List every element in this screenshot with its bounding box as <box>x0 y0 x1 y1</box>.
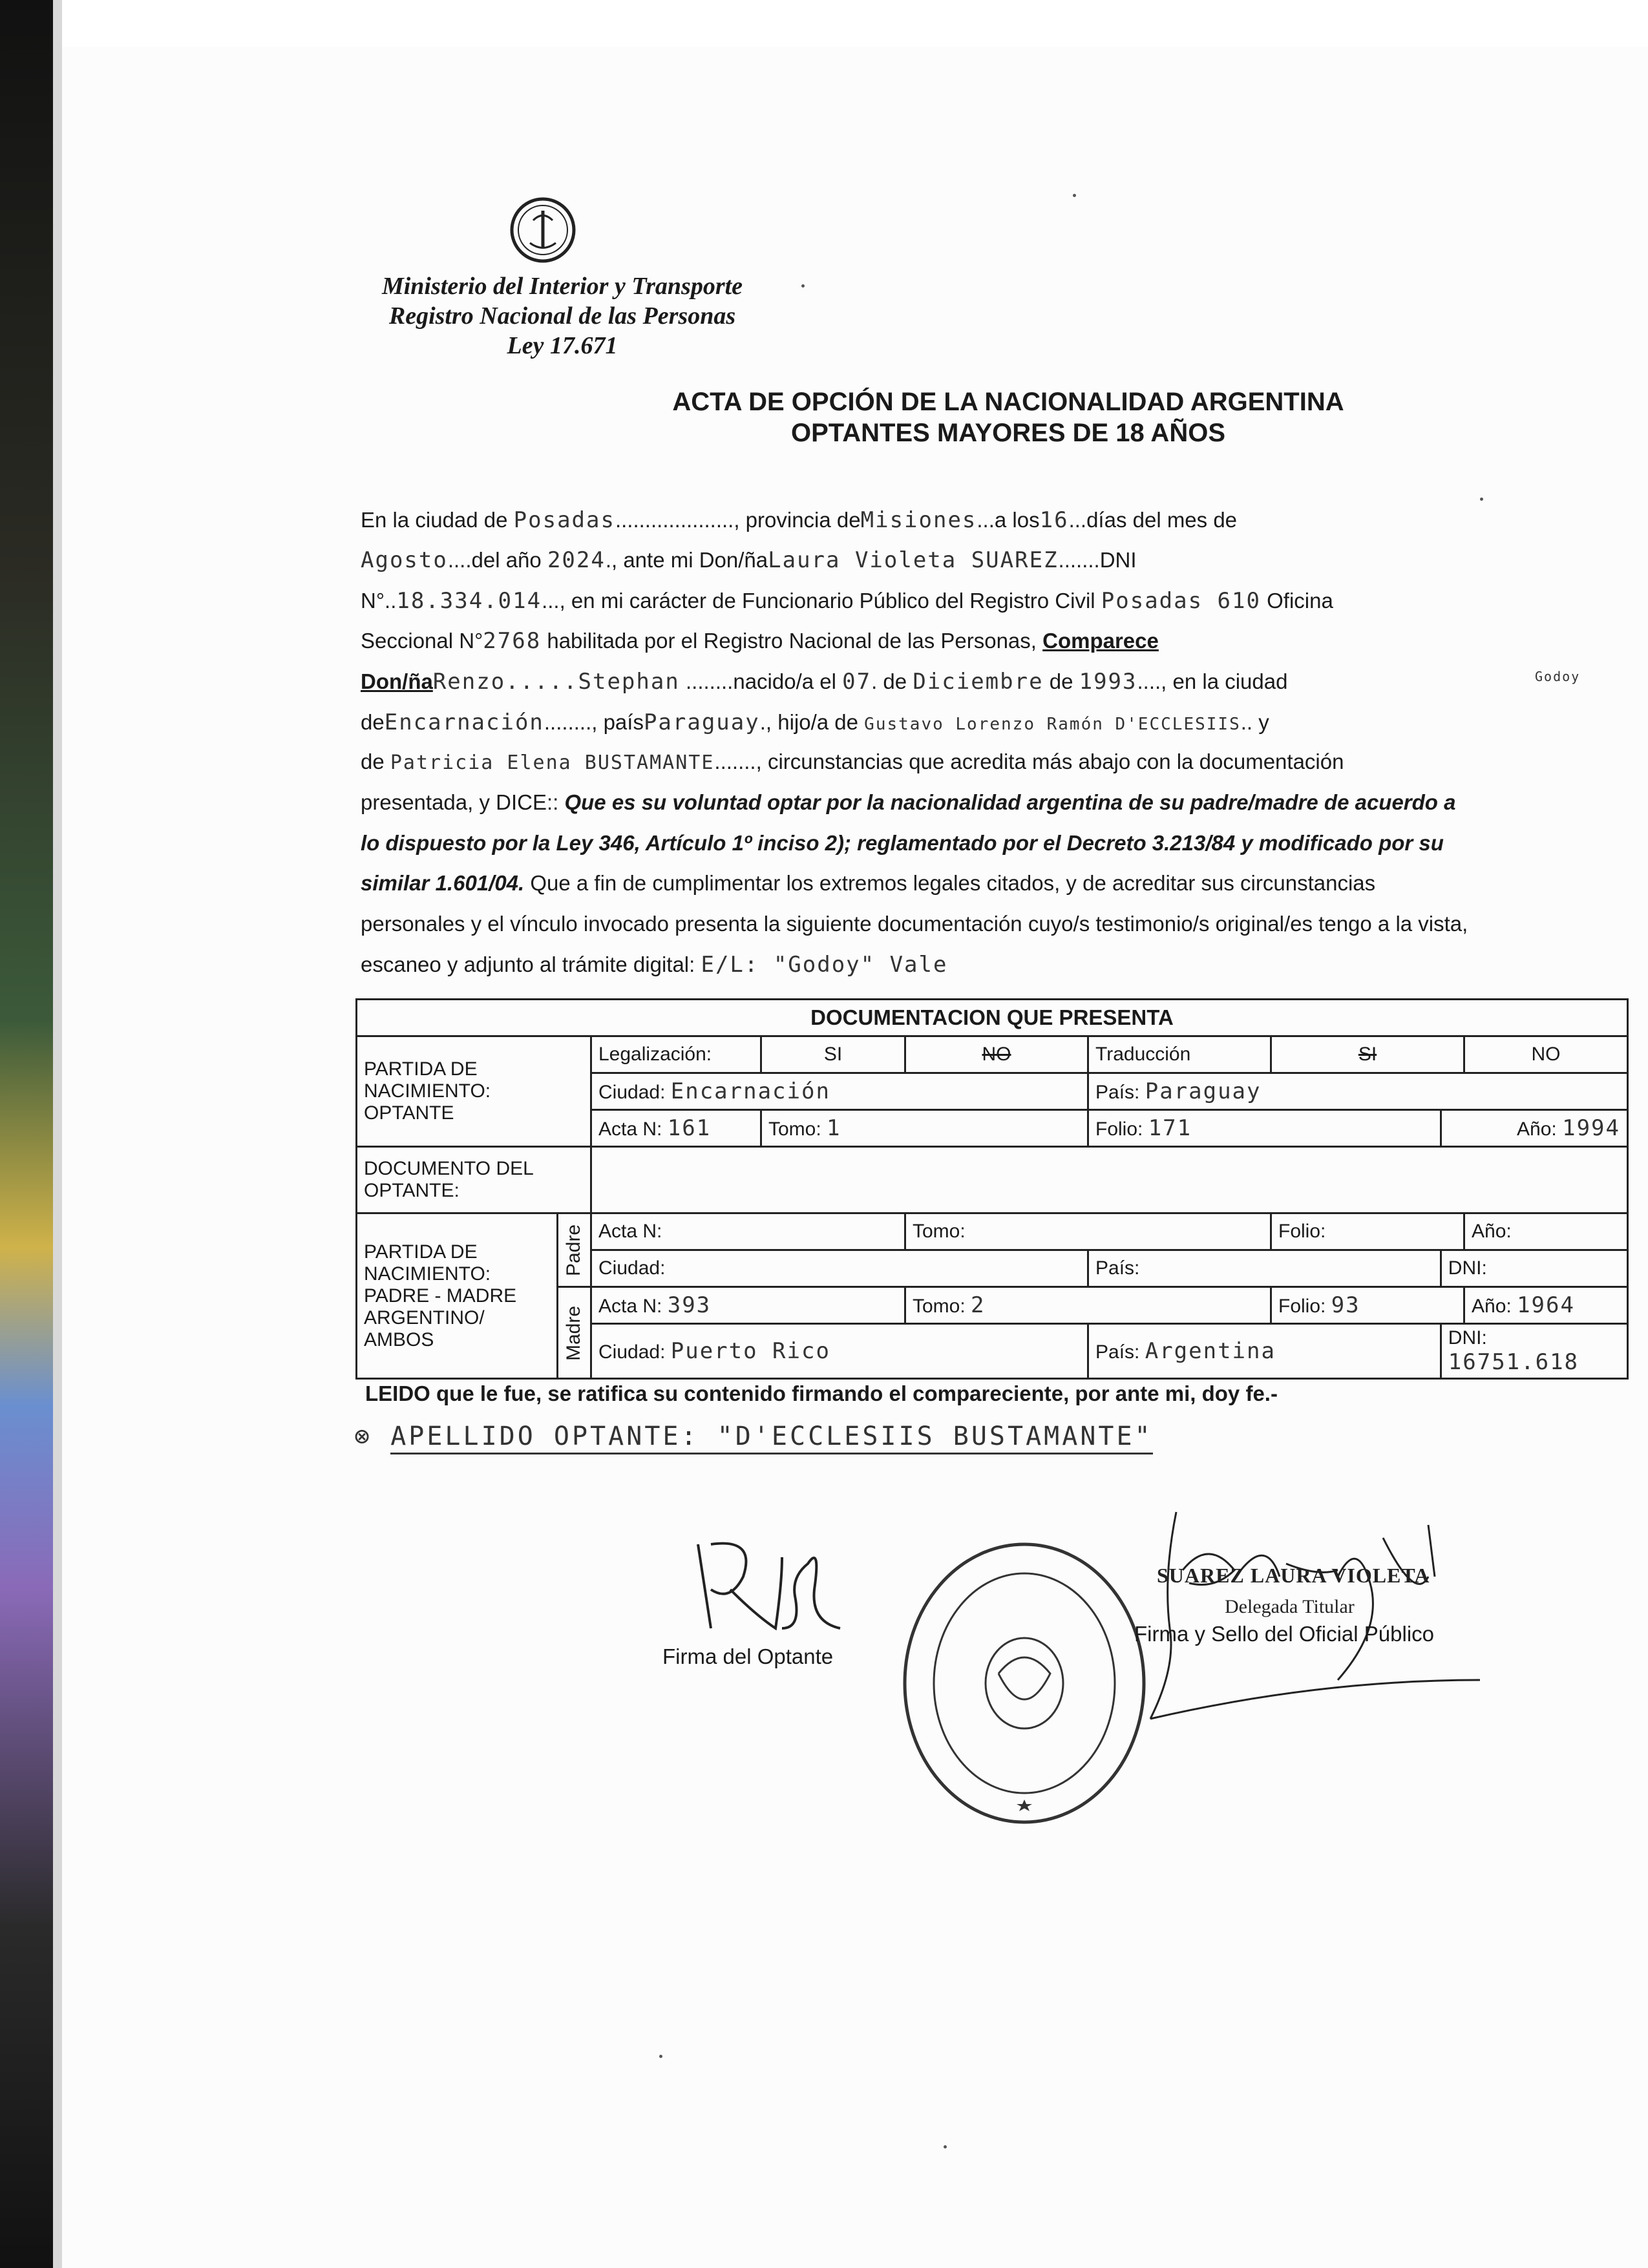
surname-value: "D'ECCLESIIS BUSTAMANTE" <box>717 1422 1153 1454</box>
body-line-3: N°..18.334.014..., en mi carácter de Funcionario Público del Registro Civil Posadas 610 Oficina <box>361 588 1333 614</box>
body-line-7: de Patricia Elena BUSTAMANTE......., circunstancias que acredita más abajo con la documentación <box>361 750 1344 774</box>
body-line-11: personales y el vínculo invocado presenta la siguiente documentación cuyo/s testimonio/s original/es tengo a la vista, <box>361 912 1468 936</box>
mother-name-field: Patricia Elena BUSTAMANTE <box>390 751 715 774</box>
body-line-4: Seccional N°2768 habilitada por el Registro Nacional de las Personas, Comparece <box>361 628 1159 654</box>
madre-folio-value: 93 <box>1331 1292 1360 1318</box>
documentation-table <box>355 998 1629 1380</box>
anio-cell: Año: 1994 <box>1441 1110 1627 1147</box>
ministry-name: Ministerio del Interior y Transporte <box>381 273 743 300</box>
scanner-edge-shadow <box>53 0 62 2268</box>
padre-folio-cell: Folio: <box>1271 1213 1464 1250</box>
scan-speck <box>659 2055 662 2058</box>
madre-pais-cell: País: Argentina <box>1088 1324 1441 1379</box>
law-number: Ley 17.671 <box>507 332 618 359</box>
office-field: Posadas 610 <box>1101 588 1261 614</box>
traduccion-label: Traducción <box>1088 1036 1271 1073</box>
title-line-1: ACTA DE OPCIÓN DE LA NACIONALIDAD ARGENTINA <box>672 388 1344 416</box>
madre-dni-value: 16751.618 <box>1448 1349 1579 1375</box>
circled-x-icon: ⊗ <box>354 1422 373 1451</box>
documento-optante-value <box>591 1147 1628 1213</box>
madre-label: Madre <box>557 1287 591 1379</box>
body-line-1: En la ciudad de Posadas...................., provincia deMisiones...a los16...días del mes de <box>361 507 1238 533</box>
legalizacion-si: SI <box>761 1036 905 1073</box>
madre-folio-cell: Folio: 93 <box>1271 1287 1464 1324</box>
ciudad-value: Encarnación <box>670 1078 830 1104</box>
partida-padres-label: PARTIDA DE NACIMIENTO: PADRE - MADRE ARGENTINO/ AMBOS <box>357 1213 558 1379</box>
ministry-header <box>336 271 788 361</box>
body-line-12: escaneo y adjunto al trámite digital: E/L: "Godoy" Vale <box>361 952 948 978</box>
body-line-6: deEncarnación........, paísParaguay., hijo/a de Gustavo Lorenzo Ramón D'ECCLESIIS.. y <box>361 709 1269 735</box>
body-line-2: Agosto....del año 2024., ante mi Don/ñaLaura Violeta SUAREZ.......DNI <box>361 547 1137 573</box>
padre-ciudad-cell: Ciudad: <box>591 1250 1088 1287</box>
official-role-seal: Delegada Titular <box>1225 1596 1355 1617</box>
traduccion-no: NO <box>1464 1036 1628 1073</box>
birth-year-field: 1993 <box>1079 669 1137 695</box>
closing-statement: LEIDO que le fue, se ratifica su contenido firmando el compareciente, por ante mi, doy fe.- <box>365 1381 1278 1405</box>
province-field: Misiones <box>860 507 977 533</box>
madre-pais-value: Argentina <box>1145 1338 1276 1364</box>
day-field: 16 <box>1039 507 1069 533</box>
body-line-5: Don/ñaRenzo.....Stephan ........nacido/a el 07. de Diciembre de 1993...., en la ciudad <box>361 669 1288 695</box>
birth-day-field: 07 <box>842 669 872 695</box>
title-line-2: OPTANTES MAYORES DE 18 AÑOS <box>791 419 1225 447</box>
pais-value: Paraguay <box>1145 1078 1262 1104</box>
table-heading: DOCUMENTACION QUE PRESENTA <box>357 1000 1628 1036</box>
legalizacion-no: NO <box>905 1036 1088 1073</box>
acta-cell: Acta N: 161 <box>591 1110 761 1147</box>
traduccion-si: SI <box>1271 1036 1464 1073</box>
documento-optante-label: DOCUMENTO DEL OPTANTE: <box>357 1147 591 1213</box>
padre-dni-cell: DNI: <box>1441 1250 1627 1287</box>
tomo-cell: Tomo: 1 <box>761 1110 1088 1147</box>
padre-acta-cell: Acta N: <box>591 1213 905 1250</box>
birth-city-field: Encarnación <box>384 709 544 735</box>
padre-pais-cell: País: <box>1088 1250 1441 1287</box>
firma-optante-label: Firma del Optante <box>662 1644 834 1668</box>
partida-optante-label: PARTIDA DE NACIMIENTO: OPTANTE <box>357 1036 591 1147</box>
acta-value: 161 <box>667 1115 712 1141</box>
madre-acta-cell: Acta N: 393 <box>591 1287 905 1324</box>
father-note: Godoy <box>1535 669 1581 684</box>
padre-anio-cell: Año: <box>1464 1213 1628 1250</box>
month-field: Agosto <box>361 547 448 573</box>
father-name-field: Gustavo Lorenzo Ramón D'ECCLESIIS <box>864 715 1241 734</box>
coat-of-arms-icon <box>504 191 582 269</box>
anio-value: 1994 <box>1562 1115 1620 1141</box>
scanner-edge <box>0 0 53 2268</box>
tomo-value: 1 <box>827 1115 841 1141</box>
madre-ciudad-value: Puerto Rico <box>670 1338 830 1364</box>
year-field: 2024 <box>547 547 606 573</box>
madre-anio-value: 1964 <box>1517 1292 1575 1318</box>
scan-speck <box>801 284 805 288</box>
registry-stamp-icon <box>895 1538 1154 1829</box>
padre-tomo-cell: Tomo: <box>905 1213 1271 1250</box>
folio-cell: Folio: 171 <box>1088 1110 1441 1147</box>
surname-prefix: APELLIDO OPTANTE: <box>390 1422 717 1454</box>
firma-oficial-label: Firma y Sello del Oficial Público <box>1134 1622 1434 1646</box>
scan-speck <box>1480 498 1483 501</box>
body-line-9: lo dispuesto por la Ley 346, Artículo 1º inciso 2); reglamentado por el Decreto 3.213/84 y modificado por su <box>361 831 1444 855</box>
legalizacion-label: Legalización: <box>591 1036 761 1073</box>
scan-speck <box>944 2145 947 2148</box>
optante-signature-icon <box>685 1531 853 1641</box>
optante-name-field: Renzo.....Stephan <box>432 669 680 695</box>
official-name-field: Laura Violeta SUAREZ <box>768 547 1059 573</box>
madre-tomo-cell: Tomo: 2 <box>905 1287 1271 1324</box>
city-field: Posadas <box>513 507 615 533</box>
pais-cell: País: Paraguay <box>1088 1073 1628 1110</box>
body-line-8: presentada, y DICE:: Que es su voluntad optar por la nacionalidad argentina de su padre/madre de acuerdo a <box>361 790 1456 814</box>
official-name-seal: SUAREZ LAURA VIOLETA <box>1157 1564 1430 1587</box>
madre-ciudad-cell: Ciudad: Puerto Rico <box>591 1324 1088 1379</box>
document-title <box>491 386 1525 448</box>
padre-label: Padre <box>557 1213 591 1287</box>
birth-month-field: Diciembre <box>913 669 1044 695</box>
attachment-note: E/L: "Godoy" Vale <box>701 952 948 978</box>
ciudad-cell: Ciudad: Encarnación <box>591 1073 1088 1110</box>
folio-value: 171 <box>1148 1115 1192 1141</box>
madre-dni-cell: DNI: 16751.618 <box>1441 1324 1627 1379</box>
birth-country-field: Paraguay <box>643 709 760 735</box>
optante-surname-note <box>354 1422 1153 1451</box>
madre-acta-value: 393 <box>667 1292 712 1318</box>
body-line-10: similar 1.601/04. Que a fin de cumplimentar los extremos legales citados, y de acreditar sus circunstancias <box>361 871 1376 895</box>
madre-anio-cell: Año: 1964 <box>1464 1287 1628 1324</box>
madre-tomo-value: 2 <box>971 1292 986 1318</box>
seccional-field: 2768 <box>483 628 542 654</box>
registry-name: Registro Nacional de las Personas <box>388 302 736 330</box>
official-dni-field: 18.334.014 <box>396 588 542 614</box>
scan-top-band <box>62 0 1648 48</box>
scan-speck <box>1073 194 1076 197</box>
